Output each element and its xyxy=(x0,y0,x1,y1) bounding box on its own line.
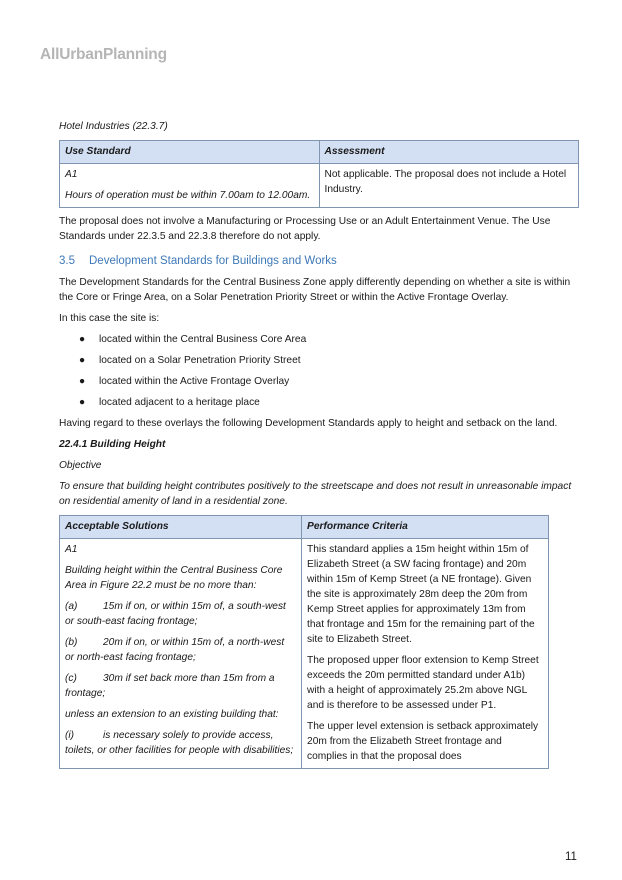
col-header-acceptable-solutions: Acceptable Solutions xyxy=(60,516,302,539)
assessment-cell xyxy=(319,164,579,208)
page-content xyxy=(59,119,579,769)
bullet-icon: ● xyxy=(79,397,86,408)
item-label: (a) xyxy=(65,601,78,612)
item-label: (i) xyxy=(65,730,75,741)
having-regard-paragraph: Having regard to these overlays the following Development Standards apply to height and setback on the land. xyxy=(59,418,558,429)
col-header-use-standard: Use Standard xyxy=(60,141,320,164)
solution-unless: unless an extension to an existing building that: xyxy=(65,709,279,720)
objective-label: Objective xyxy=(59,460,102,471)
perf-paragraph: The upper level extension is setback approximately 20m from the Elizabeth Street frontage and complies in that the proposal does xyxy=(307,721,539,762)
solution-sub-item xyxy=(65,728,296,758)
perf-paragraph: The proposed upper floor extension to Kemp Street exceeds the 20m permitted standard under A1b) with a height of approximately 25.2m above NGL and is therefore to be assessed under P1. xyxy=(307,655,539,711)
solution-item-c xyxy=(65,671,296,701)
table-header-row xyxy=(60,516,549,539)
item-label: (b) xyxy=(65,637,78,648)
use-standards-paragraph: The proposal does not involve a Manufacturing or Processing Use or an Adult Entertainment Venue. The Use Standards under 22.3.5 and 22.3.8 therefore do not apply. xyxy=(59,216,551,242)
solution-intro: Building height within the Central Business Core Area in Figure 22.2 must be no more than: xyxy=(65,565,283,591)
list-item-text: located on a Solar Penetration Priority Street xyxy=(99,355,301,366)
item-text: is necessary solely to provide access, toilets, or other facilities for people with disabilities; xyxy=(65,730,294,756)
table-header-row xyxy=(60,141,579,164)
dev-standards-paragraph: The Development Standards for the Central Business Zone apply differently depending on whether a site is within the Core or Fringe Area, on a Solar Penetration Priority Street or within the Active Frontage Overlay. xyxy=(59,277,571,303)
list-item-text: located adjacent to a heritage place xyxy=(99,397,260,408)
building-height-heading: 22.4.1 Building Height xyxy=(59,439,166,450)
use-standard-code: A1 xyxy=(65,169,78,180)
bullet-icon: ● xyxy=(79,334,86,345)
use-standard-text: Hours of operation must be within 7.00am to 12.00am. xyxy=(65,190,311,201)
list-item xyxy=(59,332,579,347)
item-label: (c) xyxy=(65,673,77,684)
col-header-performance-criteria: Performance Criteria xyxy=(302,516,549,539)
list-item xyxy=(59,395,579,410)
company-logo: AllUrbanPlanning xyxy=(40,46,167,63)
item-text: 15m if on, or within 15m of, a south-west or south-east facing frontage; xyxy=(65,601,286,627)
list-item-text: located within the Active Frontage Overlay xyxy=(99,376,290,387)
hotel-industries-table xyxy=(59,140,579,208)
objective-text: To ensure that building height contributes positively to the streetscape and does not result in unreasonable impact on residential amenity of land in a residential zone. xyxy=(59,481,572,507)
building-height-table xyxy=(59,515,549,769)
assessment-text: Not applicable. The proposal does not include a Hotel Industry. xyxy=(324,169,567,195)
item-text: 20m if on, or within 15m of, a north-west or north-east facing frontage; xyxy=(65,637,285,663)
page-number: 11 xyxy=(565,851,577,863)
item-text: 30m if set back more than 15m from a frontage; xyxy=(65,673,275,699)
list-item xyxy=(59,374,579,389)
table-row xyxy=(60,164,579,208)
perf-paragraph: This standard applies a 15m height within 15m of Elizabeth Street (a SW facing frontage) and 20m within 15m of Kemp Street (a NE frontage). Given the site is approximately 28m deep the 20m from Kemp Street applies for approximately 13m from that frontage and 15m for the remaining part of the site to Elizabeth Street. xyxy=(307,544,535,645)
list-item-text: located within the Central Business Core Area xyxy=(99,334,307,345)
solution-item-a xyxy=(65,599,296,629)
solution-item-b xyxy=(65,635,296,665)
section-title: Development Standards for Buildings and Works xyxy=(89,255,337,267)
list-item xyxy=(59,353,579,368)
col-header-assessment: Assessment xyxy=(319,141,579,164)
acceptable-solutions-cell xyxy=(60,539,302,769)
site-conditions-list xyxy=(59,332,579,410)
bullet-icon: ● xyxy=(79,376,86,387)
section-heading xyxy=(59,254,579,269)
hotel-heading: Hotel Industries (22.3.7) xyxy=(59,121,168,132)
solution-code: A1 xyxy=(65,544,78,555)
table-row xyxy=(60,539,549,769)
in-this-case-paragraph: In this case the site is: xyxy=(59,313,160,324)
section-number: 3.5 xyxy=(59,255,75,267)
bullet-icon: ● xyxy=(79,355,86,366)
performance-criteria-cell xyxy=(302,539,549,769)
use-standard-cell xyxy=(60,164,320,208)
